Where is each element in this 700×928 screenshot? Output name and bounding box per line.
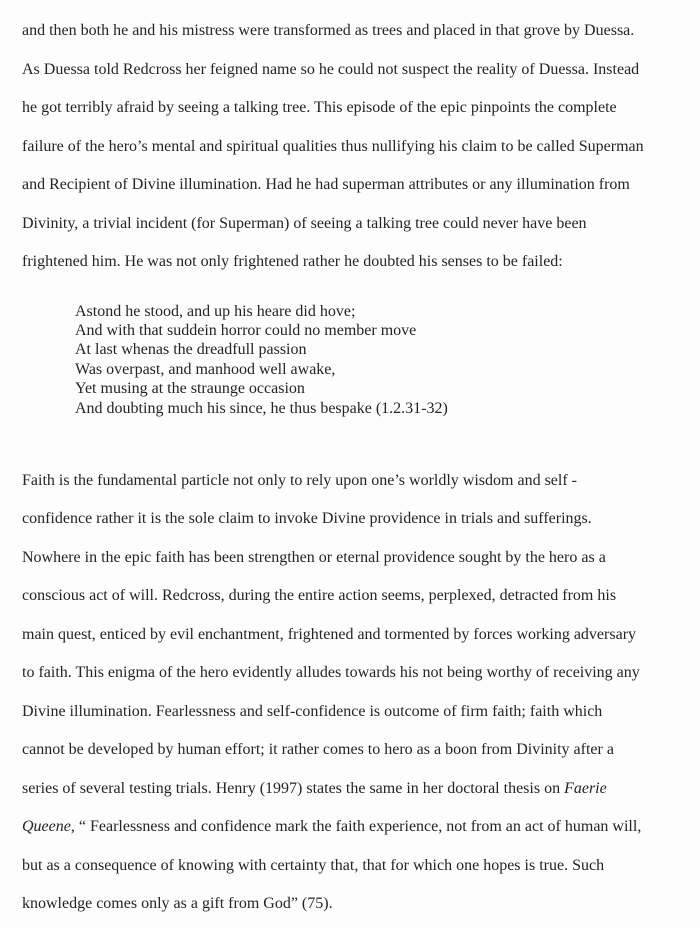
text-line: [22, 808, 684, 847]
text-line: As Duessa told Redcross her feigned name so he could not suspect the reality of Duessa. Instead: [22, 60, 640, 78]
text-line: knowledge comes only as a gift from God” (75).: [22, 895, 333, 913]
text-segment: “ Fearlessness and confidence mark the faith experience, not from an act of human will,: [74, 818, 642, 836]
verse-line: Was overpast, and manhood well awake,: [75, 360, 336, 378]
verse-line: And doubting much his since, he thus bespake (1.2.31-32): [75, 399, 448, 417]
text-line: confidence rather it is the sole claim to invoke Divine providence in trials and sufferings.: [22, 510, 592, 528]
verse-line: Yet musing at the straunge occasion: [75, 380, 305, 398]
text-line: and Recipient of Divine illumination. Had he had superman attributes or any illumination from: [22, 176, 630, 193]
text-line: and then both he and his mistress were transformed as trees and placed in that grove by Duessa.: [22, 22, 635, 39]
text-line: but as a consequence of knowing with certainty that, that for which one hopes is true. Such: [22, 856, 605, 874]
text-line: main quest, enticed by evil enchantment, frightened and tormented by forces working adversary: [22, 625, 637, 643]
text-line: he got terribly afraid by seeing a talking tree. This episode of the epic pinpoints the complete: [22, 99, 617, 116]
text-line: Faith is the fundamental particle not only to rely upon one’s worldly wisdom and self -: [22, 471, 578, 489]
verse-blockquote: [75, 302, 684, 418]
book-title-italic: Faerie: [564, 779, 607, 797]
body-paragraph-2: [22, 462, 684, 924]
verse-line: And with that suddein horror could no member move: [75, 321, 417, 339]
text-line: frightened him. He was not only frightened rather he doubted his senses to be failed:: [22, 253, 563, 270]
text-line: to faith. This enigma of the hero evidently alludes towards his not being worthy of receiving any: [22, 664, 640, 682]
book-title-italic: Queene,: [22, 818, 75, 836]
verse-line: Astond he stood, and up his heare did hove;: [75, 302, 356, 320]
text-line: [22, 770, 684, 809]
text-line: Divinity, a trivial incident (for Superman) of seeing a talking tree could never have been: [22, 214, 587, 232]
text-segment: series of several testing trials. Henry (1997) states the same in her doctoral thesis on: [22, 779, 565, 797]
text-line: Divine illumination. Fearlessness and self-confidence is outcome of firm faith; faith which: [22, 702, 603, 720]
verse-line: At last whenas the dreadfull passion: [75, 341, 307, 359]
text-line: Nowhere in the epic faith has been strengthen or eternal providence sought by the hero as a: [22, 548, 606, 566]
body-paragraph-1: [22, 12, 684, 282]
text-line: cannot be developed by human effort; it rather comes to hero as a boon from Divinity after a: [22, 741, 614, 759]
text-line: failure of the hero’s mental and spiritual qualities thus nullifying his claim to be called Superman: [22, 137, 644, 155]
text-line: conscious act of will. Redcross, during the entire action seems, perplexed, detracted from his: [22, 587, 617, 605]
